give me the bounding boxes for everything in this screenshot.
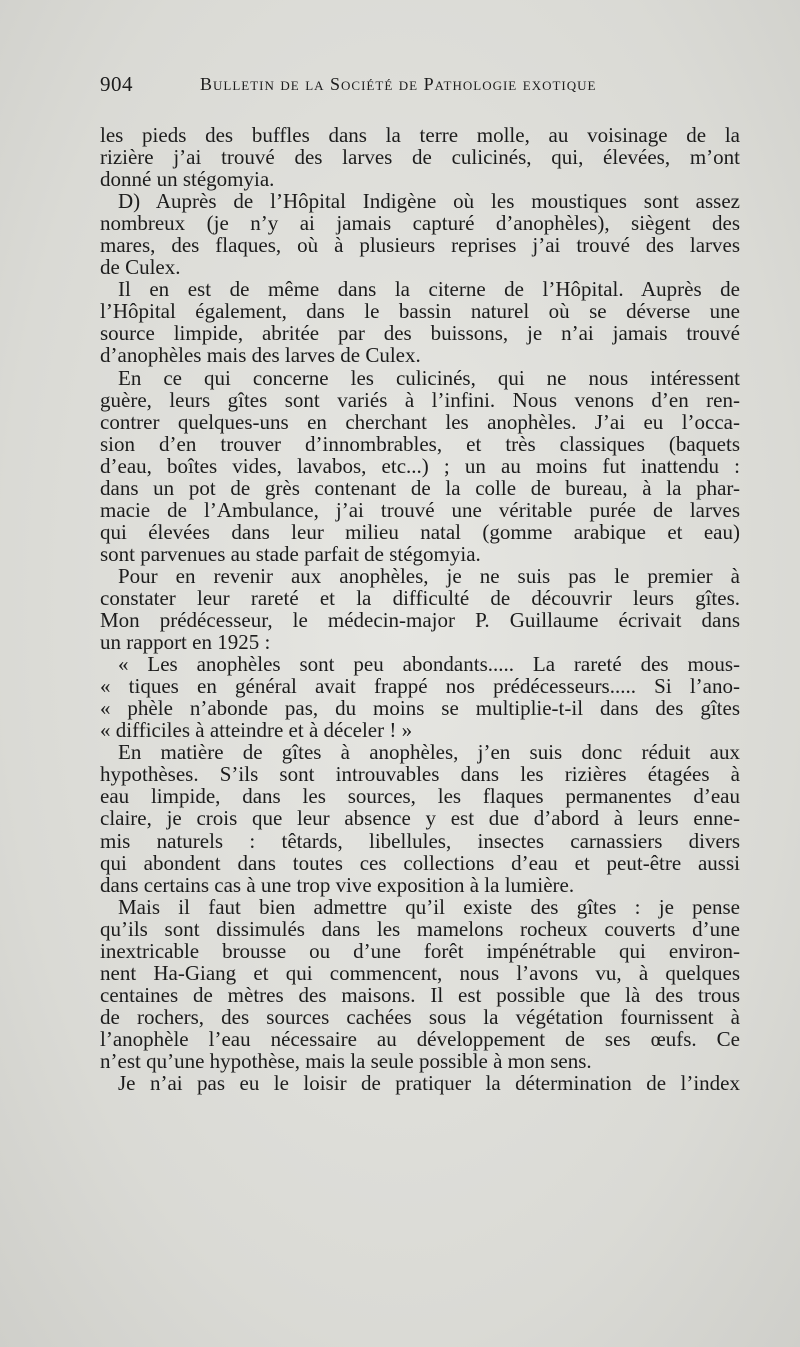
text-line: Il en est de même dans la citerne de l’Hôpital. Auprès de (118, 277, 740, 302)
text-line: qui abondent dans toutes ces collections d’eau et peut-être aussi (100, 850, 740, 875)
text-line: nent Ha-Giang et qui commencent, nous l’avons vu, à quelques (100, 960, 740, 985)
text-line: Pour en revenir aux anophèles, je ne suis pas le premier à (118, 563, 740, 588)
text-line: l’anophèle l’eau nécessaire au développement de ses œufs. Ce (100, 1026, 740, 1051)
text-line: nombreux (je n’y ai jamais capturé d’anophèles), siègent des (100, 211, 740, 236)
text-line: centaines de mètres des maisons. Il est possible que là des trous (100, 982, 740, 1007)
text-line: mares, des flaques, où à plusieurs reprises j’ai trouvé des larves (100, 233, 740, 258)
text-line: constater leur rareté et la difficulté de découvrir leurs gîtes. (100, 585, 740, 610)
text-line: D) Auprès de l’Hôpital Indigène où les moustiques sont assez (118, 189, 740, 214)
running-head (100, 72, 740, 100)
text-line: macie de l’Ambulance, j’ai trouvé une véritable purée de larves (100, 497, 740, 522)
text-line: source limpide, abritée par des buissons, je n’ai jamais trouvé (100, 321, 740, 346)
text-line: les pieds des buffles dans la terre molle, au voisinage de la (100, 123, 740, 147)
text-line: mis naturels : têtards, libellules, insectes carnassiers divers (100, 828, 740, 853)
page-number: 904 (100, 72, 133, 96)
text-line: rizière j’ai trouvé des larves de culicinés, qui, élevées, m’ont (100, 145, 740, 170)
text-line: de rochers, des sources cachées sous la végétation fournissent à (100, 1004, 740, 1029)
text-line: inextricable brousse ou d’une forêt impénétrable qui environ- (100, 938, 740, 963)
text-line: « tiques en général avait frappé nos prédécesseurs..... Si l’ano- (100, 674, 740, 699)
text-line: d’eau, boîtes vides, lavabos, etc...) ; un au moins fut inattendu : (100, 453, 740, 478)
text-line: claire, je crois que leur absence y est due d’abord à leurs enne- (100, 806, 740, 831)
text-line: guère, leurs gîtes sont variés à l’infini. Nous venons d’en ren- (100, 387, 740, 412)
text-line: de Culex. (100, 255, 181, 280)
text-line: En matière de gîtes à anophèles, j’en suis donc réduit aux (118, 740, 740, 765)
text-line: Mon prédécesseur, le médecin-major P. Guillaume écrivait dans (100, 608, 740, 633)
text-line: donné un stégomyia. (100, 167, 275, 192)
journal-title: Bulletin de la Société de Pathologie exotique (200, 74, 597, 94)
text-line: « difficiles à atteindre et à déceler ! » (100, 718, 413, 743)
text-line: contrer quelques-uns en cherchant les anophèles. J’ai eu l’occa- (100, 409, 740, 434)
text-line: « phèle n’abonde pas, du moins se multiplie-t-il dans des gîtes (100, 696, 740, 721)
text-line: sont parvenues au stade parfait de stégomyia. (100, 541, 481, 566)
text-line: eau limpide, dans les sources, les flaques permanentes d’eau (100, 784, 740, 809)
text-line: d’anophèles mais des larves de Culex. (100, 343, 421, 368)
text-line: qu’ils sont dissimulés dans les mamelons rocheux couverts d’une (100, 916, 740, 941)
text-line: n’est qu’une hypothèse, mais la seule possible à mon sens. (100, 1048, 592, 1073)
text-line: l’Hôpital également, dans le bassin naturel où se déverse une (100, 299, 740, 324)
text-line: hypothèses. S’ils sont introuvables dans les rizières étagées à (100, 762, 740, 787)
body-text (100, 124, 740, 1094)
text-line: Je n’ai pas eu le loisir de pratiquer la détermination de l’index (118, 1071, 740, 1096)
text-line: dans un pot de grès contenant de la colle de bureau, à la phar- (100, 475, 740, 500)
text-line: qui élevées dans leur milieu natal (gomme arabique et eau) (100, 519, 740, 544)
text-line: Mais il faut bien admettre qu’il existe des gîtes : je pense (118, 894, 740, 919)
text-line: sion d’en trouver d’innombrables, et très classiques (baquets (100, 431, 740, 456)
text-line: En ce qui concerne les culicinés, qui ne nous intéressent (118, 365, 740, 390)
text-line: dans certains cas à une trop vive exposition à la lumière. (100, 872, 575, 897)
text-line: un rapport en 1925 : (100, 630, 271, 655)
text-line: « Les anophèles sont peu abondants..... La rareté des mous- (118, 652, 740, 677)
